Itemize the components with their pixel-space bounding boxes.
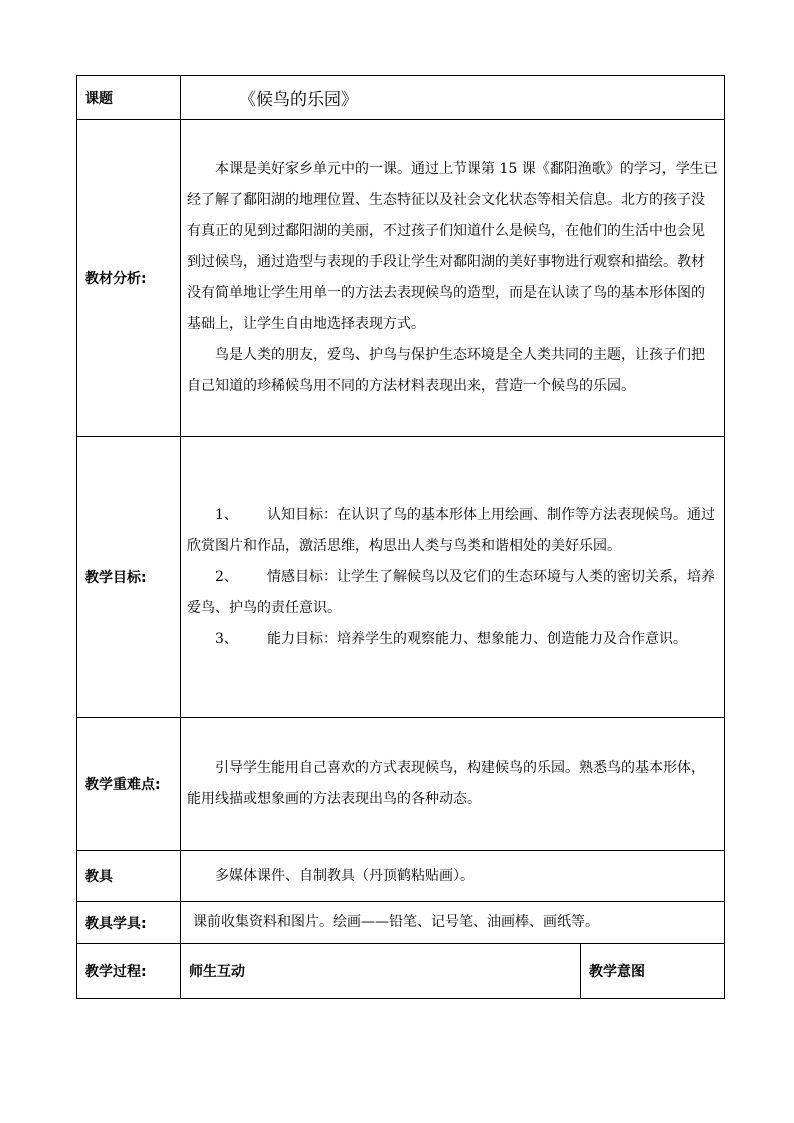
process-column-interaction: 师生互动 bbox=[181, 944, 581, 999]
goal-item bbox=[187, 500, 718, 562]
lesson-plan-table bbox=[76, 75, 725, 999]
process-column-intent: 教学意图 bbox=[581, 944, 725, 999]
analysis-content bbox=[181, 120, 725, 437]
tools-label: 教具 bbox=[77, 851, 181, 902]
keypoints-row bbox=[77, 718, 725, 851]
student-tools-label: 教具学具: bbox=[77, 902, 181, 944]
student-tools-row bbox=[77, 902, 725, 944]
lesson-title: 《候鸟的乐园》 bbox=[181, 76, 725, 120]
goal-number: 3、 bbox=[215, 630, 238, 647]
analysis-label: 教材分析: bbox=[77, 120, 181, 437]
analysis-row bbox=[77, 120, 725, 437]
goals-content bbox=[181, 437, 725, 718]
goal-number: 1、 bbox=[215, 506, 238, 523]
analysis-paragraph-1: 本课是美好家乡单元中的一课。通过上节课第 15 课《鄱阳渔歌》的学习，学生已经了解了鄱阳湖的地理位置、生态特征以及社会文化状态等相关信息。北方的孩子没有真正的见到过鄱阳湖的美丽，不过孩子们知道什么是候鸟，在他们的生活中也会见到过候鸟，通过造型与表现的手段让学生对鄱阳湖的美好事物进行观察和描绘。教材没有简单地让学生用单一的方法去表现候鸟的造型，而是在认读了鸟的基本形体图的基础上，让学生自由地选择表现方式。 bbox=[187, 161, 718, 332]
goal-number: 2、 bbox=[215, 568, 238, 585]
goal-item bbox=[187, 562, 718, 624]
keypoints-label: 教学重难点: bbox=[77, 718, 181, 851]
title-label: 课题 bbox=[77, 76, 181, 120]
goal-text: 认知目标：在认识了鸟的基本形体上用绘画、制作等方法表现候鸟。通过欣赏图片和作品，激活思维，构思出人类与鸟类和谐相处的美好乐园。 bbox=[187, 506, 715, 554]
goal-text: 情感目标：让学生了解候鸟以及它们的生态环境与人类的密切关系，培养爱鸟、护鸟的责任意识。 bbox=[187, 568, 715, 616]
tools-content bbox=[181, 851, 725, 902]
tools-text: 多媒体课件、自制教具（丹顶鹤粘贴画）。 bbox=[215, 867, 474, 884]
student-tools-content bbox=[181, 902, 725, 944]
tools-row bbox=[77, 851, 725, 902]
student-tools-text: 课前收集资料和图片。绘画——铅笔、记号笔、油画棒、画纸等。 bbox=[193, 914, 599, 930]
analysis-paragraph-2: 鸟是人类的朋友，爱鸟、护鸟与保护生态环境是全人类共同的主题，让孩子们把自己知道的珍稀候鸟用不同的方法材料表现出来，营造一个候鸟的乐园。 bbox=[187, 347, 705, 394]
goal-item bbox=[187, 624, 718, 655]
process-label: 教学过程: bbox=[77, 944, 181, 999]
process-row bbox=[77, 944, 725, 999]
keypoints-content bbox=[181, 718, 725, 851]
goal-text: 能力目标：培养学生的观察能力、想象能力、创造能力及合作意识。 bbox=[267, 630, 687, 647]
title-row bbox=[77, 76, 725, 120]
goals-label: 教学目标: bbox=[77, 437, 181, 718]
keypoints-text: 引导学生能用自己喜欢的方式表现候鸟，构建候鸟的乐园。熟悉鸟的基本形体，能用线描或想象画的方法表现出鸟的各种动态。 bbox=[187, 760, 705, 807]
goals-row bbox=[77, 437, 725, 718]
